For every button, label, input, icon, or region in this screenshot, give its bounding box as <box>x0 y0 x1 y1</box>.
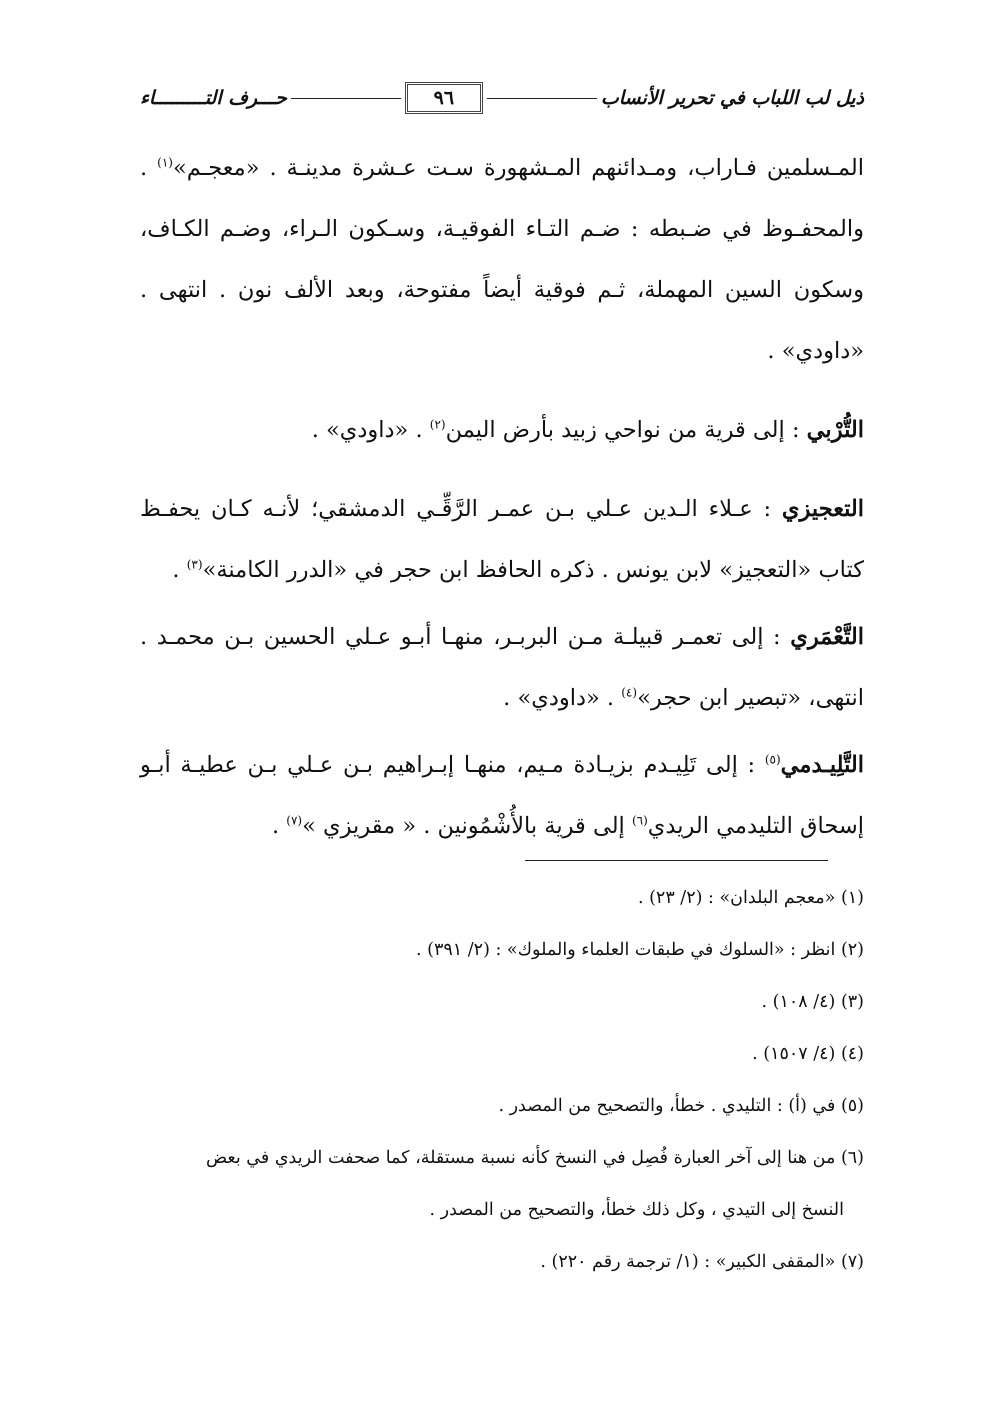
footnote-text: «معجم البلدان» : (٢/ ٢٣) . <box>637 888 841 908</box>
footnote-number: (٣) <box>840 992 864 1012</box>
footnote-separator <box>525 860 828 861</box>
entry-tamari <box>140 607 864 729</box>
text-line: التعجيزي : عـلاء الـدين عـلي بـن عمـر الرَّقِّـي الدمشقي؛ لأنـه كـان يحفـظ <box>140 496 864 522</box>
footnote <box>140 872 864 924</box>
header-rule-left <box>291 98 401 99</box>
text-line: والمحفـوظ في ضـبطه : ضـم التـاء الفوقيـة، وسـكون الـراء، وضـم الكـاف، <box>140 216 864 242</box>
header-rule-right <box>487 98 597 99</box>
entry-talidmi <box>140 735 864 857</box>
footnote <box>140 1028 864 1080</box>
footnote <box>140 1132 864 1184</box>
page-number: ٩٦ <box>405 82 483 114</box>
footnote-ref[interactable]: (٧) <box>286 813 303 828</box>
book-title: ذيل لب اللباب في تحرير الأنساب <box>600 87 864 109</box>
paragraph-continuation <box>140 138 864 382</box>
footnote-number: (٧) <box>840 1252 864 1272</box>
footnote-text: (٤/ ١٥٠٧) . <box>752 1044 841 1064</box>
text-line: التَّلِيـدمي$^{(٥)}$ : إلى تَلِيـدم بزيـادة مـيم، منهـا إبـراهيم بـن عـلي بـن عطيـة أبـو <box>140 752 864 778</box>
footnote-ref[interactable]: (٥) <box>764 752 781 767</box>
text-line: المـسلمين فـاراب، ومـدائنهم المـشهورة سـت عـشرة مدينـة . «معجـم»$^{(١)}$ . <box>140 155 865 181</box>
footnote-text: (٤/ ١٠٨) . <box>761 992 841 1012</box>
text-line: التُّرْبي : إلى قرية من نواحي زبيد بأرض اليمن$^{(٢)}$ . «داودي» . <box>311 417 864 443</box>
footnote-text: النسخ إلى التيدي ، وكل ذلك خطأ، والتصحيح من المصدر . <box>429 1200 844 1220</box>
entry-term: التُّرْبي <box>806 417 864 443</box>
footnote-ref[interactable]: (٦) <box>631 813 648 828</box>
section-title: حـــرف التـــــــــاء <box>140 87 287 109</box>
footnote-ref[interactable]: (٤) <box>621 685 638 700</box>
entry-turbi <box>140 400 864 461</box>
footnote <box>140 1236 864 1288</box>
footnote-number: (٦) <box>840 1148 864 1168</box>
text-line: انتهى، «تبصير ابن حجر»$^{(٤)}$ . «داودي» . <box>503 685 864 711</box>
footnote-number: (٤) <box>840 1044 864 1064</box>
entry-term: التَّعْمَري <box>790 624 864 650</box>
entry-tajizi <box>140 479 864 601</box>
text-line: وسكون السين المهملة، ثـم فوقية أيضاً مفتوحة، وبعد الألف نون . انتهى . <box>140 277 864 303</box>
footnote-number: (٥) <box>840 1096 864 1116</box>
footnote <box>140 976 864 1028</box>
footnote-text: من هنا إلى آخر العبارة فُصِل في النسخ كأنه نسبة مستقلة، كما صحفت الريدي في بعض <box>205 1148 841 1168</box>
footnote-ref[interactable]: (٢) <box>429 417 446 432</box>
main-text <box>140 138 864 857</box>
footnote-number: (١) <box>840 888 864 908</box>
text-line: إسحاق التليدمي الريدي$^{(٦)}$ إلى قرية بالأُشْمُونين . « مقريزي »$^{(٧)}$ . <box>271 813 864 839</box>
footnote-text: «المقفى الكبير» : (١/ ترجمة رقم ٢٢٠) . <box>540 1252 841 1272</box>
footnote-continuation <box>140 1184 864 1236</box>
running-header <box>140 78 864 118</box>
footnote-ref[interactable]: (٣) <box>186 557 203 572</box>
text-line: «داودي» . <box>767 338 864 364</box>
footnote-text: انظر : «السلوك في طبقات العلماء والملوك» : (٢/ ٣٩١) . <box>416 940 841 960</box>
footnotes <box>140 872 864 1288</box>
footnote-number: (٢) <box>840 940 864 960</box>
footnote <box>140 924 864 976</box>
footnote <box>140 1080 864 1132</box>
text-line: التَّعْمَري : إلى تعمـر قبيلـة مـن البربـر، منهـا أبـو عـلي الحسين بـن محمـد . <box>140 624 864 650</box>
text-line: كتاب «التعجيز» لابن يونس . ذكره الحافظ ابن حجر في «الدرر الكامنة»$^{(٣)}$ . <box>172 557 864 583</box>
entry-term: التعجيزي <box>781 496 864 522</box>
footnote-text: في (أ) : التليدي . خطأ، والتصحيح من المصدر . <box>498 1096 841 1116</box>
entry-term: التَّلِيـدمي <box>780 752 864 778</box>
footnote-ref[interactable]: (١) <box>157 155 173 170</box>
